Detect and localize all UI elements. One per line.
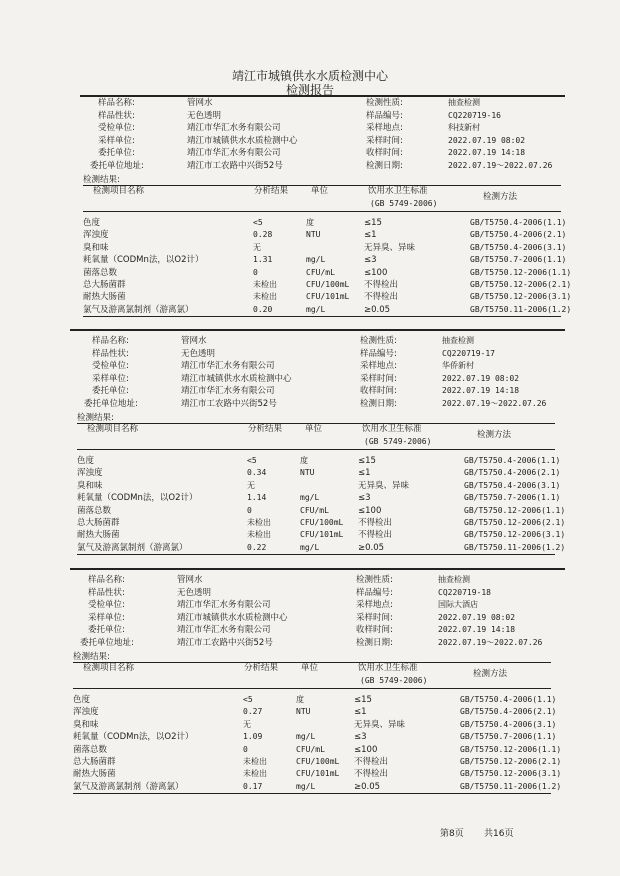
client-address-value: 靖江市工农路中兴街52号 xyxy=(187,161,283,171)
row-result: 无 xyxy=(243,719,251,729)
client-address-label: 委托单位地址: xyxy=(80,638,134,648)
row-unit: NTU xyxy=(300,468,315,478)
receiving-unit-label: 受检单位: xyxy=(88,600,125,611)
sample-no-value: CQ220719-16 xyxy=(448,110,501,120)
row-unit: mg/L xyxy=(296,732,316,742)
report-title: 检测报告 xyxy=(285,83,334,97)
col-header-item: 检测项目名称 xyxy=(87,424,139,434)
row-item: 耗氧量（CODMn法，以O2计） xyxy=(73,732,194,743)
test-date-label: 检测日期: xyxy=(356,638,393,648)
col-header-result: 分析结果 xyxy=(248,424,283,434)
row-unit: CFU/mL xyxy=(300,505,329,515)
receiving-unit-value: 靖江市华汇水务有限公司 xyxy=(187,123,281,134)
table-header-rule xyxy=(77,449,555,450)
table-header-rule xyxy=(83,211,561,212)
sampling-unit-label: 采样单位: xyxy=(88,612,125,623)
test-date-value: 2022.07.19～2022.07.26 xyxy=(448,161,553,170)
row-standard: 无异臭、异味 xyxy=(364,242,416,253)
row-standard: ≤3 xyxy=(354,732,367,743)
sampling-time-label: 采样时间: xyxy=(366,135,403,146)
row-method: GB/T5750.4-2006(2.1) xyxy=(464,468,561,478)
sample-property-value: 无色透明 xyxy=(177,587,212,598)
row-item: 菌落总数 xyxy=(73,744,108,755)
col-header-standard-sub: (GB 5749-2006) xyxy=(360,676,428,685)
col-header-standard: 饮用水卫生标准 xyxy=(368,186,428,196)
row-result: 0.28 xyxy=(253,230,273,240)
row-method: GB/T5750.4-2006(1.1) xyxy=(470,218,567,227)
sampling-unit-label: 采样单位: xyxy=(92,373,129,384)
row-method: GB/T5750.4-2006(1.1) xyxy=(460,695,557,704)
client-unit-value: 靖江市华汇水务有限公司 xyxy=(177,625,271,636)
sample-name-label: 样品名称: xyxy=(92,336,129,346)
row-result: 0 xyxy=(247,505,252,515)
row-standard: ≥0.05 xyxy=(358,542,385,553)
row-result: 0 xyxy=(253,267,258,277)
row-item: 耐热大肠菌 xyxy=(77,530,120,541)
row-method: GB/T5750.12-2006(3.1) xyxy=(470,292,572,302)
table-bottom-rule xyxy=(83,316,561,317)
row-method: GB/T5750.12-2006(1.1) xyxy=(464,505,566,515)
report-block xyxy=(0,95,620,335)
row-unit: mg/L xyxy=(306,304,326,314)
results-label: 检测结果: xyxy=(73,652,110,662)
row-item: 耗氧量（CODMn法，以O2计） xyxy=(83,255,204,266)
sampling-site-label: 采样地点: xyxy=(360,361,397,372)
row-method: GB/T5750.12-2006(1.1) xyxy=(470,267,572,277)
client-address-label: 委托单位地址: xyxy=(90,161,144,171)
sampling-unit-value: 靖江市城镇供水水质检测中心 xyxy=(187,135,298,146)
sampling-site-label: 采样地点: xyxy=(356,600,393,611)
row-unit: mg/L xyxy=(296,781,316,791)
row-item: 浑浊度 xyxy=(83,230,109,241)
row-result: 无 xyxy=(247,480,255,490)
row-standard: 不得检出 xyxy=(354,769,389,780)
row-result: 未检出 xyxy=(247,530,271,540)
row-method: GB/T5750.7-2006(1.1) xyxy=(464,493,561,503)
row-result: <5 xyxy=(247,456,257,465)
col-header-method: 检测方法 xyxy=(473,669,508,679)
row-standard: ≤1 xyxy=(354,707,367,718)
client-unit-label: 委托单位: xyxy=(88,625,125,636)
row-result: 0.27 xyxy=(243,707,263,717)
row-result: 0.22 xyxy=(247,542,267,552)
test-nature-value: 抽查检测 xyxy=(442,336,474,345)
row-method: GB/T5750.7-2006(1.1) xyxy=(460,732,557,742)
sampling-unit-value: 靖江市城镇供水水质检测中心 xyxy=(177,612,288,623)
row-item: 色度 xyxy=(77,456,95,466)
results-label: 检测结果: xyxy=(77,413,114,423)
row-method: GB/T5750.12-2006(3.1) xyxy=(464,530,566,540)
row-result: 0.20 xyxy=(253,304,273,314)
sample-property-label: 样品性状: xyxy=(88,587,125,598)
row-standard: ≤15 xyxy=(358,456,376,466)
sample-name-value: 管网水 xyxy=(187,98,213,108)
row-method: GB/T5750.12-2006(2.1) xyxy=(464,518,566,527)
row-method: GB/T5750.11-2006(1.2) xyxy=(470,304,572,314)
test-date-value: 2022.07.19～2022.07.26 xyxy=(442,399,547,408)
row-standard: ≤1 xyxy=(358,468,371,479)
row-unit: 度 xyxy=(300,456,308,465)
block-top-rule xyxy=(80,95,565,97)
sampling-site-value: 华侨新村 xyxy=(442,361,474,371)
sampling-site-label: 采样地点: xyxy=(366,123,403,134)
sample-name-value: 管网水 xyxy=(181,336,207,346)
row-standard: ≤100 xyxy=(354,744,378,755)
row-unit: 度 xyxy=(306,218,314,227)
row-result: 未检出 xyxy=(247,518,271,527)
sample-name-label: 样品名称: xyxy=(88,575,125,585)
col-header-standard: 饮用水卫生标准 xyxy=(362,424,422,434)
row-method: GB/T5750.12-2006(2.1) xyxy=(460,757,562,766)
report-block xyxy=(0,333,620,573)
row-item: 色度 xyxy=(73,695,91,705)
receive-time-value: 2022.07.19 14:18 xyxy=(442,386,520,396)
receiving-unit-value: 靖江市华汇水务有限公司 xyxy=(181,361,275,372)
sampling-time-value: 2022.07.19 08:02 xyxy=(442,373,520,383)
col-header-standard-sub: (GB 5749-2006) xyxy=(370,199,438,208)
test-date-label: 检测日期: xyxy=(366,161,403,171)
sample-property-label: 样品性状: xyxy=(98,110,135,121)
row-unit: NTU xyxy=(306,230,321,240)
col-header-result: 分析结果 xyxy=(254,186,289,196)
sample-property-value: 无色透明 xyxy=(181,348,216,359)
page-number: 第8页 xyxy=(440,829,464,839)
row-unit: CFU/101mL xyxy=(300,530,344,540)
col-header-unit: 单位 xyxy=(311,186,329,196)
page-total: 共16页 xyxy=(484,829,514,839)
row-result: 0.17 xyxy=(243,781,263,791)
row-result: 无 xyxy=(253,242,261,252)
row-standard: ≤100 xyxy=(364,267,388,278)
row-item: 臭和味 xyxy=(83,242,109,253)
row-result: 未检出 xyxy=(253,292,277,302)
sampling-site-value: 科技新村 xyxy=(448,123,480,133)
row-unit: mg/L xyxy=(300,493,320,503)
test-nature-label: 检测性质: xyxy=(356,575,393,585)
sampling-site-value: 国际大酒店 xyxy=(438,600,478,610)
row-result: 未检出 xyxy=(253,280,277,289)
row-standard: ≤15 xyxy=(354,695,372,705)
row-result: <5 xyxy=(253,218,263,227)
receiving-unit-label: 受检单位: xyxy=(98,123,135,134)
row-result: 1.14 xyxy=(247,493,267,503)
row-standard: 不得检出 xyxy=(354,757,389,767)
row-item: 氯气及游离氯制剂（游离氯） xyxy=(73,781,184,792)
col-header-item: 检测项目名称 xyxy=(93,186,145,196)
row-item: 总大肠菌群 xyxy=(77,518,120,528)
row-standard: ≥0.05 xyxy=(354,781,381,792)
sampling-time-label: 采样时间: xyxy=(356,612,393,623)
row-item: 浑浊度 xyxy=(73,707,99,718)
row-standard: ≤3 xyxy=(358,493,371,504)
row-item: 臭和味 xyxy=(77,480,103,491)
row-result: 0.34 xyxy=(247,468,267,478)
sample-no-value: CQ220719-17 xyxy=(442,348,495,358)
row-item: 氯气及游离氯制剂（游离氯） xyxy=(83,304,194,315)
test-nature-label: 检测性质: xyxy=(360,336,397,346)
row-method: GB/T5750.4-2006(2.1) xyxy=(460,707,557,717)
client-address-value: 靖江市工农路中兴街52号 xyxy=(181,399,277,409)
row-method: GB/T5750.11-2006(1.2) xyxy=(460,781,562,791)
row-standard: 不得检出 xyxy=(358,530,393,541)
client-unit-label: 委托单位: xyxy=(98,148,135,159)
row-item: 臭和味 xyxy=(73,719,99,730)
client-address-label: 委托单位地址: xyxy=(84,399,138,409)
client-unit-value: 靖江市华汇水务有限公司 xyxy=(187,148,281,159)
receive-time-label: 收样时间: xyxy=(360,386,397,397)
sample-name-label: 样品名称: xyxy=(98,98,135,108)
sampling-unit-label: 采样单位: xyxy=(98,135,135,146)
row-method: GB/T5750.4-2006(3.1) xyxy=(470,242,567,252)
row-standard: 无异臭、异味 xyxy=(358,480,410,491)
table-bottom-rule xyxy=(77,554,555,555)
row-item: 总大肠菌群 xyxy=(73,757,116,767)
receive-time-label: 收样时间: xyxy=(366,148,403,159)
sample-property-value: 无色透明 xyxy=(187,110,222,121)
row-method: GB/T5750.4-2006(3.1) xyxy=(460,719,557,729)
sampling-unit-value: 靖江市城镇供水水质检测中心 xyxy=(181,373,292,384)
row-method: GB/T5750.4-2006(1.1) xyxy=(464,456,561,465)
row-unit: NTU xyxy=(296,707,311,717)
report-block xyxy=(0,572,620,812)
row-method: GB/T5750.12-2006(1.1) xyxy=(460,744,562,754)
row-result: <5 xyxy=(243,695,253,704)
test-date-value: 2022.07.19～2022.07.26 xyxy=(438,638,543,647)
row-standard: ≤100 xyxy=(358,505,382,516)
receiving-unit-label: 受检单位: xyxy=(92,361,129,372)
row-method: GB/T5750.4-2006(2.1) xyxy=(470,230,567,240)
col-header-standard: 饮用水卫生标准 xyxy=(358,663,418,673)
col-header-method: 检测方法 xyxy=(483,192,518,202)
sampling-time-label: 采样时间: xyxy=(360,373,397,384)
row-item: 耐热大肠菌 xyxy=(83,292,126,303)
test-nature-value: 抽查检测 xyxy=(448,98,480,107)
row-unit: CFU/101mL xyxy=(306,292,350,302)
sampling-time-value: 2022.07.19 08:02 xyxy=(438,612,516,622)
row-unit: mg/L xyxy=(300,542,320,552)
client-address-value: 靖江市工农路中兴街52号 xyxy=(177,638,273,648)
row-standard: 不得检出 xyxy=(364,280,399,290)
table-bottom-rule xyxy=(73,793,551,794)
row-item: 色度 xyxy=(83,218,101,228)
row-unit: mg/L xyxy=(306,255,326,265)
sample-name-value: 管网水 xyxy=(177,575,203,585)
sampling-time-value: 2022.07.19 08:02 xyxy=(448,135,526,145)
row-standard: ≤15 xyxy=(364,218,382,228)
sample-no-label: 样品编号: xyxy=(366,110,403,121)
row-standard: 不得检出 xyxy=(364,292,399,303)
row-result: 未检出 xyxy=(243,757,267,766)
row-item: 浑浊度 xyxy=(77,468,103,479)
row-standard: 无异臭、异味 xyxy=(354,719,406,730)
row-unit: CFU/mL xyxy=(296,744,325,754)
sample-no-value: CQ220719-18 xyxy=(438,587,491,597)
col-header-unit: 单位 xyxy=(305,424,323,434)
col-header-item: 检测项目名称 xyxy=(83,663,135,673)
row-method: GB/T5750.7-2006(1.1) xyxy=(470,255,567,265)
row-method: GB/T5750.12-2006(2.1) xyxy=(470,280,572,289)
row-unit: CFU/101mL xyxy=(296,769,340,779)
row-standard: ≤3 xyxy=(364,255,377,266)
row-unit: CFU/100mL xyxy=(296,757,340,766)
lab-title: 靖江市城镇供水水质检测中心 xyxy=(231,69,388,83)
col-header-standard-sub: (GB 5749-2006) xyxy=(364,437,432,446)
test-date-label: 检测日期: xyxy=(360,399,397,409)
row-standard: ≤1 xyxy=(364,230,377,241)
row-item: 菌落总数 xyxy=(83,267,118,278)
row-result: 0 xyxy=(243,744,248,754)
sample-no-label: 样品编号: xyxy=(360,348,397,359)
test-nature-value: 抽查检测 xyxy=(438,575,470,584)
receiving-unit-value: 靖江市华汇水务有限公司 xyxy=(177,600,271,611)
test-nature-label: 检测性质: xyxy=(366,98,403,108)
row-item: 总大肠菌群 xyxy=(83,280,126,290)
row-result: 1.09 xyxy=(243,732,263,742)
sample-property-label: 样品性状: xyxy=(92,348,129,359)
col-header-method: 检测方法 xyxy=(477,430,512,440)
receive-time-label: 收样时间: xyxy=(356,625,393,636)
block-separator-rule xyxy=(70,568,565,570)
row-method: GB/T5750.4-2006(3.1) xyxy=(464,480,561,490)
sample-no-label: 样品编号: xyxy=(356,587,393,598)
row-standard: ≥0.05 xyxy=(364,304,391,315)
receive-time-value: 2022.07.19 14:18 xyxy=(448,148,526,158)
client-unit-value: 靖江市华汇水务有限公司 xyxy=(181,386,275,397)
row-unit: CFU/100mL xyxy=(300,518,344,527)
row-standard: 不得检出 xyxy=(358,518,393,528)
table-header-rule xyxy=(73,688,551,689)
row-unit: 度 xyxy=(296,695,304,704)
row-item: 耗氧量（CODMn法，以O2计） xyxy=(77,493,198,504)
row-unit: CFU/mL xyxy=(306,267,335,277)
results-label: 检测结果: xyxy=(83,175,120,185)
row-unit: CFU/100mL xyxy=(306,280,350,289)
block-separator-rule xyxy=(70,329,565,331)
row-method: GB/T5750.11-2006(1.2) xyxy=(464,542,566,552)
row-result: 未检出 xyxy=(243,769,267,779)
row-method: GB/T5750.12-2006(3.1) xyxy=(460,769,562,779)
row-item: 氯气及游离氯制剂（游离氯） xyxy=(77,542,188,553)
receive-time-value: 2022.07.19 14:18 xyxy=(438,625,516,635)
client-unit-label: 委托单位: xyxy=(92,386,129,397)
row-item: 菌落总数 xyxy=(77,505,112,516)
row-item: 耐热大肠菌 xyxy=(73,769,116,780)
col-header-unit: 单位 xyxy=(301,663,319,673)
row-result: 1.31 xyxy=(253,255,273,265)
col-header-result: 分析结果 xyxy=(244,663,279,673)
